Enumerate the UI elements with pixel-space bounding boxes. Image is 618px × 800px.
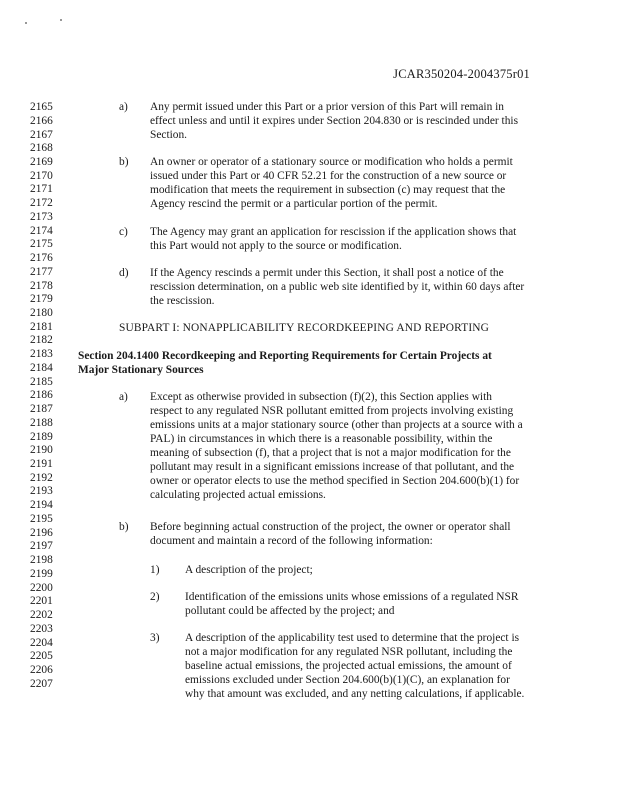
line-number: 2167 — [30, 128, 53, 141]
section-a-line-6: pollutant may result in a significant emissions increase of that pollutant, and the — [150, 461, 515, 473]
section-a-line-5: meaning of subsection (f), that a project that is not a major modification for the — [150, 447, 511, 459]
para-d-line-2: rescission determination, on a public web site identified by it, within 60 days after — [150, 281, 525, 293]
section-b-line-2: document and maintain a record of the following information: — [150, 535, 433, 547]
para-c-line-2: this Part would not apply to the source or modification. — [150, 240, 402, 252]
line-number: 2197 — [30, 540, 53, 553]
line-number: 2169 — [30, 155, 53, 168]
line-number: 2173 — [30, 210, 53, 223]
section-a-line-8: calculating projected actual emissions. — [150, 489, 326, 501]
section-a-label: a) — [119, 391, 128, 403]
sub-3-line-2: not a major modification for any regulated NSR pollutant, including the — [185, 646, 513, 658]
line-number: 2195 — [30, 512, 53, 525]
para-a-line-1: Any permit issued under this Part or a prior version of this Part will remain in — [150, 101, 504, 113]
line-number: 2205 — [30, 650, 53, 663]
line-number: 2206 — [30, 663, 53, 676]
line-number: 2184 — [30, 361, 53, 374]
line-number: 2168 — [30, 142, 53, 155]
para-b-line-4: Agency rescind the permit or a particular portion of the permit. — [150, 198, 438, 210]
line-number: 2182 — [30, 334, 53, 347]
line-number: 2198 — [30, 554, 53, 567]
line-number: 2185 — [30, 375, 53, 388]
line-number: 2166 — [30, 114, 53, 127]
para-a-line-3: Section. — [150, 129, 188, 141]
line-number: 2199 — [30, 567, 53, 580]
section-a-line-4: PAL) in circumstances in which there is a reasonable possibility, within the — [150, 433, 493, 445]
line-number: 2178 — [30, 279, 53, 292]
para-b-line-2: issued under this Part or 40 CFR 52.21 for the construction of a new source or — [150, 170, 507, 182]
line-number: 2183 — [30, 348, 53, 361]
para-b-label: b) — [119, 156, 129, 168]
line-number: 2186 — [30, 389, 53, 402]
section-a-line-7: owner or operator elects to use the method specified in Section 204.600(b)(1) for — [150, 475, 520, 487]
section-b-line-1: Before beginning actual construction of the project, the owner or operator shall — [150, 521, 511, 533]
line-number: 2200 — [30, 581, 53, 594]
sub-1-label: 1) — [150, 564, 160, 576]
line-number: 2175 — [30, 238, 53, 251]
scan-speck — [60, 19, 62, 21]
line-number: 2194 — [30, 499, 53, 512]
section-heading-line-2: Major Stationary Sources — [78, 364, 204, 376]
sub-3-label: 3) — [150, 632, 160, 644]
subpart-heading: SUBPART I: NONAPPLICABILITY RECORDKEEPING AND REPORTING — [119, 322, 490, 334]
para-c-line-1: The Agency may grant an application for rescission if the application shows that — [150, 226, 517, 238]
line-number: 2179 — [30, 293, 53, 306]
sub-2-line-1: Identification of the emissions units whose emissions of a regulated NSR — [185, 591, 519, 603]
line-number: 2181 — [30, 320, 53, 333]
line-number: 2204 — [30, 636, 53, 649]
line-number: 2180 — [30, 307, 53, 319]
line-number: 2190 — [30, 444, 53, 457]
line-number: 2202 — [30, 609, 53, 621]
line-number: 2188 — [30, 416, 53, 429]
line-number: 2191 — [30, 458, 53, 470]
line-number: 2170 — [30, 169, 53, 182]
para-c-label: c) — [119, 226, 128, 238]
line-number: 2189 — [30, 430, 53, 443]
para-a-label: a) — [119, 101, 128, 113]
line-number: 2203 — [30, 622, 53, 635]
line-number: 2165 — [30, 101, 53, 113]
section-b-label: b) — [119, 521, 129, 533]
section-a-line-1: Except as otherwise provided in subsection (f)(2), this Section applies with — [150, 391, 492, 403]
document-id: JCAR350204-2004375r01 — [393, 67, 530, 81]
para-a-line-2: effect unless and until it expires under Section 204.830 or is rescinded under this — [150, 115, 519, 127]
line-number: 2187 — [30, 403, 53, 416]
line-number: 2177 — [30, 265, 53, 278]
line-number: 2192 — [30, 471, 53, 484]
scan-speck — [25, 22, 27, 24]
sub-3-line-3: baseline actual emissions, the projected actual emissions, the amount of — [185, 660, 512, 672]
section-a-line-3: emissions units at a major stationary source (other than projects at a source with a — [150, 419, 523, 431]
section-a-line-2: respect to any regulated NSR pollutant emitted from projects involving existing — [150, 405, 514, 417]
sub-1-line-1: A description of the project; — [185, 564, 313, 576]
sub-3-line-4: emissions excluded under Section 204.600(b)(1)(C), an explanation for — [185, 674, 510, 686]
line-number: 2193 — [30, 485, 53, 498]
line-number: 2176 — [30, 252, 53, 264]
para-b-line-3: modification that meets the requirement in subsection (c) may request that the — [150, 184, 506, 196]
para-d-line-3: the rescission. — [150, 295, 215, 307]
sub-2-line-2: pollutant could be affected by the project; and — [185, 605, 395, 617]
line-number: 2196 — [30, 526, 53, 539]
para-d-label: d) — [119, 267, 129, 279]
sub-2-label: 2) — [150, 591, 160, 603]
sub-3-line-5: why that amount was excluded, and any netting calculations, if applicable. — [185, 688, 525, 700]
line-number: 2172 — [30, 197, 53, 210]
line-number: 2171 — [30, 183, 53, 196]
section-heading-line-1: Section 204.1400 Recordkeeping and Reporting Requirements for Certain Projects at — [78, 350, 492, 362]
sub-3-line-1: A description of the applicability test used to determine that the project is — [185, 632, 520, 644]
line-number: 2201 — [30, 595, 53, 608]
para-d-line-1: If the Agency rescinds a permit under this Section, it shall post a notice of the — [150, 267, 504, 279]
line-number: 2174 — [30, 224, 53, 237]
para-b-line-1: An owner or operator of a stationary source or modification who holds a permit — [150, 156, 513, 168]
line-number: 2207 — [30, 677, 53, 690]
